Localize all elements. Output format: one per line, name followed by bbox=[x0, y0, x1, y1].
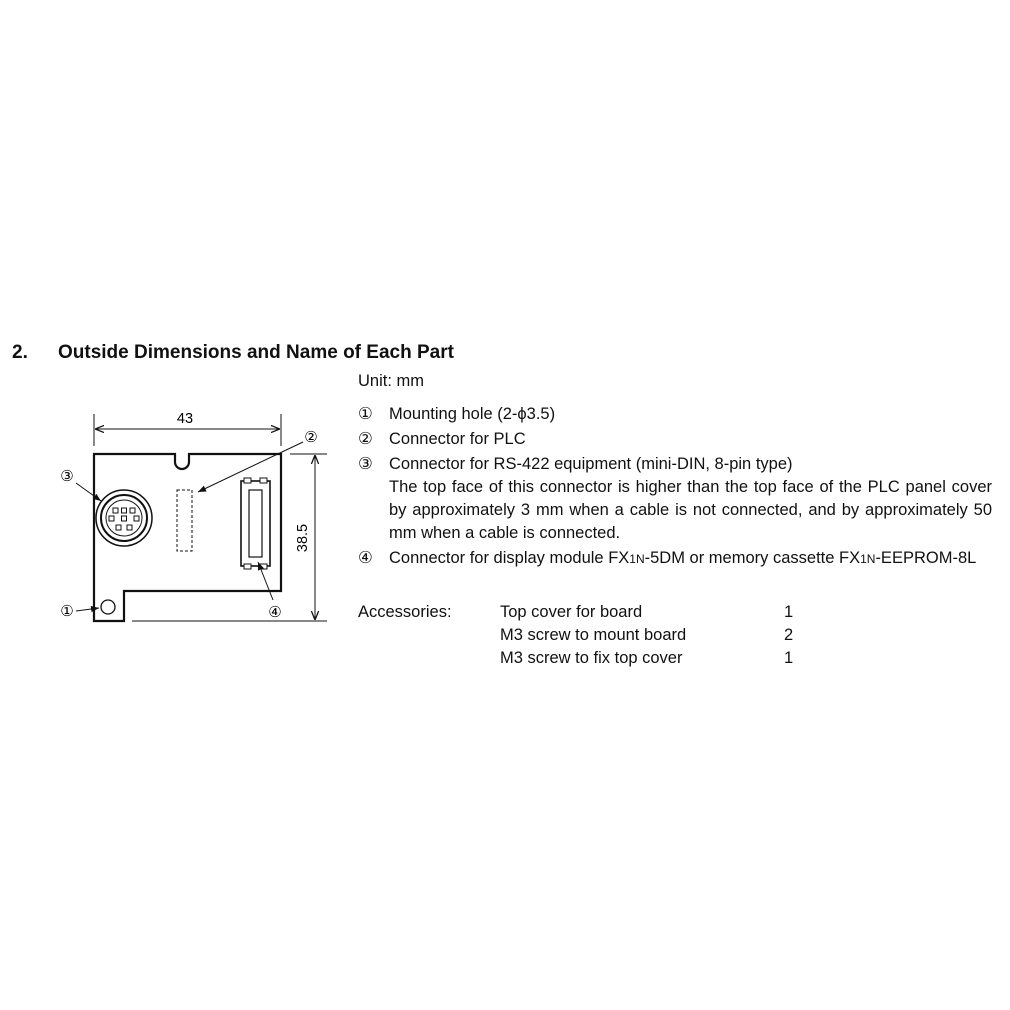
list-item bbox=[358, 428, 992, 451]
callout-2: ② bbox=[304, 429, 318, 446]
item-text: Connector for RS-422 equipment (mini-DIN, 8-pin type) bbox=[389, 455, 793, 473]
item-text bbox=[389, 547, 992, 571]
section-number: 2. bbox=[12, 342, 28, 363]
leader-3 bbox=[76, 483, 101, 501]
mini-din-connector bbox=[96, 490, 152, 546]
callout-3: ③ bbox=[60, 468, 74, 485]
item-marker: ③ bbox=[358, 455, 373, 473]
list-item bbox=[358, 403, 992, 426]
item-text-part: Connector for display module FX bbox=[389, 549, 630, 567]
display-connector bbox=[241, 478, 270, 569]
board-outline bbox=[94, 454, 281, 621]
accessory-qty: 1 bbox=[784, 649, 794, 667]
item-text: Connector for PLC bbox=[389, 430, 526, 448]
width-dimension-label: 43 bbox=[176, 411, 194, 427]
section-title: Outside Dimensions and Name of Each Part bbox=[58, 342, 454, 363]
item-text: Mounting hole (2-ϕ3.5) bbox=[389, 405, 556, 423]
model-subscript: 1N bbox=[860, 552, 876, 566]
callout-4: ④ bbox=[268, 604, 282, 621]
model-subscript: 1N bbox=[629, 552, 645, 566]
accessory-qty: 1 bbox=[784, 603, 794, 621]
accessory-name: Top cover for board bbox=[500, 603, 643, 621]
callout-1: ① bbox=[60, 603, 74, 620]
item-marker: ② bbox=[358, 430, 373, 448]
leader-1 bbox=[76, 608, 99, 611]
list-item bbox=[358, 547, 992, 571]
accessory-name: M3 screw to fix top cover bbox=[500, 649, 683, 667]
plc-connector bbox=[177, 490, 192, 551]
mounting-hole bbox=[101, 600, 115, 614]
accessories-label: Accessories: bbox=[358, 603, 452, 621]
parts-list bbox=[358, 403, 992, 573]
item-note: The top face of this connector is higher than the top face of the PLC panel cover by approximately 3 mm when a cable is not connected, and by approximately 50 mm when a cable is connected. bbox=[389, 478, 992, 542]
list-item bbox=[358, 453, 992, 545]
item-text-part: -EEPROM-8L bbox=[875, 549, 977, 567]
height-dimension-label: 38.5 bbox=[295, 523, 311, 553]
leader-2 bbox=[198, 442, 303, 492]
item-marker: ① bbox=[358, 405, 373, 423]
unit-label: Unit: mm bbox=[358, 372, 424, 390]
item-text-part: -5DM or memory cassette FX bbox=[644, 549, 861, 567]
accessory-qty: 2 bbox=[784, 626, 794, 644]
item-marker: ④ bbox=[358, 549, 373, 567]
accessory-name: M3 screw to mount board bbox=[500, 626, 687, 644]
